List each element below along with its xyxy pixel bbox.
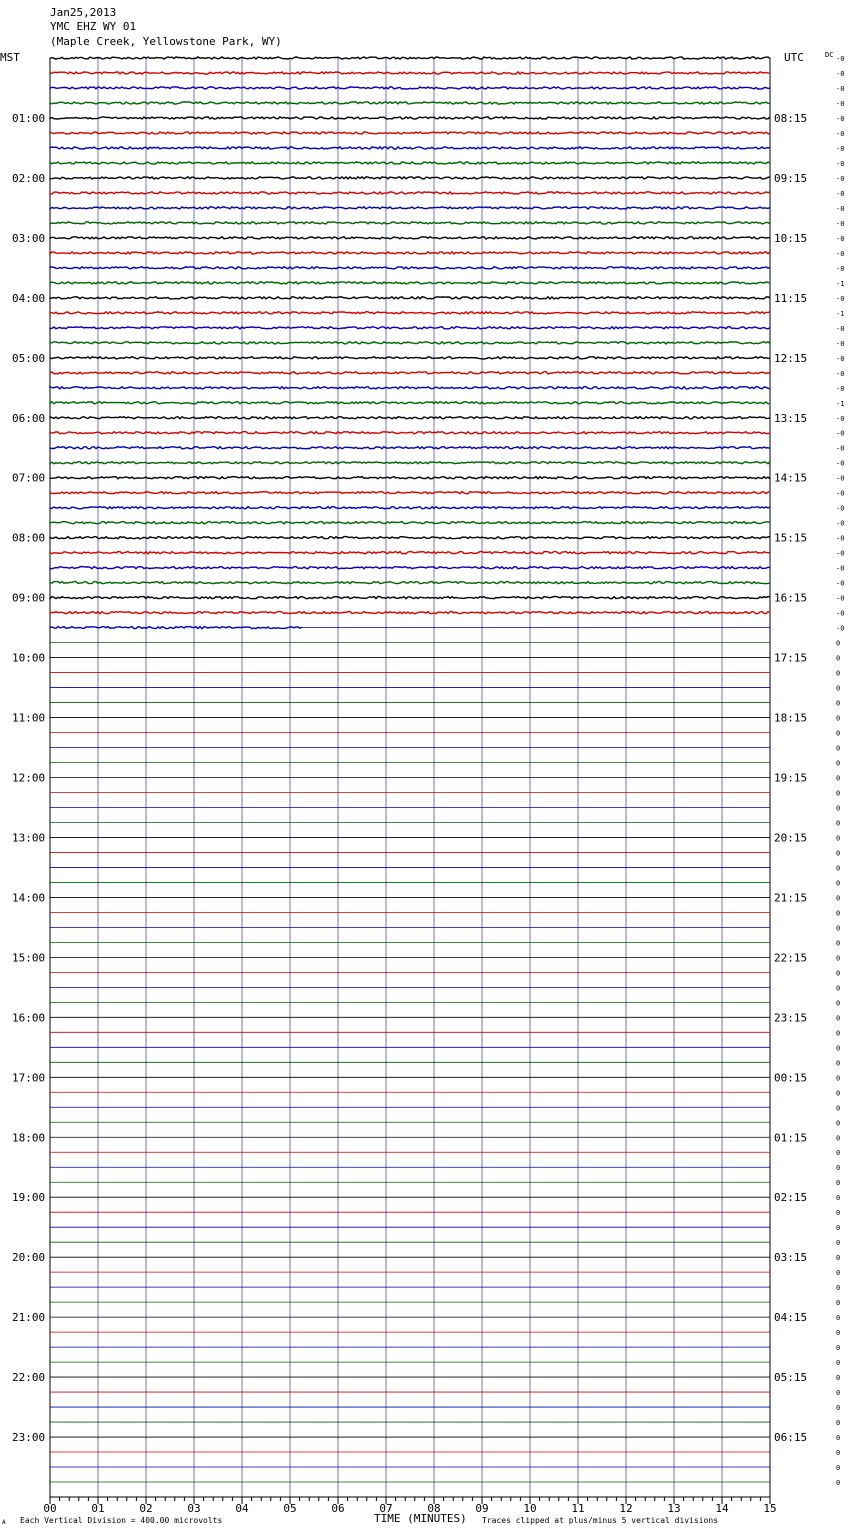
trace-row-32 [50, 537, 770, 539]
dc-offset-label: 0 [836, 939, 841, 948]
mst-hour-label: 14:00 [12, 891, 46, 905]
mst-hour-label: 18:00 [12, 1131, 46, 1145]
mst-hour-label: 02:00 [12, 171, 46, 185]
trace-row-33 [50, 552, 770, 554]
trace-row-14 [50, 267, 770, 269]
dc-offset-label: -0 [836, 609, 845, 618]
utc-hour-label: 02:15 [774, 1191, 808, 1205]
dc-offset-label: 0 [836, 1284, 841, 1293]
dc-offset-label: -0 [836, 249, 845, 258]
left-timezone-label: MST [0, 51, 20, 64]
utc-hour-label: 12:15 [774, 351, 808, 365]
mst-hour-label: 07:00 [12, 471, 46, 485]
dc-offset-label: 0 [836, 1164, 841, 1173]
dc-offset-label: -0 [836, 429, 845, 438]
utc-hour-label: 01:15 [774, 1131, 808, 1145]
trace-row-13 [50, 252, 770, 254]
utc-hour-label: 14:15 [774, 471, 808, 485]
trace-row-7 [50, 162, 770, 164]
mst-hour-label: 09:00 [12, 591, 46, 605]
utc-hour-label: 15:15 [774, 531, 808, 545]
dc-offset-label: 0 [836, 984, 841, 993]
dc-offset-label: 0 [836, 1104, 841, 1113]
utc-hour-label: 11:15 [774, 291, 808, 305]
trace-row-1 [50, 72, 770, 74]
x-tick-label: 04 [235, 1502, 249, 1515]
dc-offset-label: -0 [836, 189, 845, 198]
dc-offset-label: 0 [836, 669, 841, 678]
footer-vertical-division: Each Vertical Division = 400.00 microvolts [20, 1516, 223, 1525]
footer-clip-note: Traces clipped at plus/minus 5 vertical divisions [482, 1516, 719, 1525]
mst-hour-labels [12, 112, 45, 1444]
dc-offset-label: -0 [836, 219, 845, 228]
dc-offset-label: 0 [836, 714, 841, 723]
dc-offset-label: 0 [836, 1464, 841, 1473]
dc-offset-label: -0 [836, 324, 845, 333]
utc-hour-label: 21:15 [774, 891, 808, 905]
dc-offset-label: 0 [836, 1329, 841, 1338]
trace-row-37 [50, 612, 770, 614]
dc-offset-label: -0 [836, 519, 845, 528]
dc-offset-label: -0 [836, 579, 845, 588]
trace-row-8 [50, 177, 770, 179]
dc-offset-label: 0 [836, 1134, 841, 1143]
dc-offset-label: 0 [836, 879, 841, 888]
utc-hour-label: 20:15 [774, 831, 808, 845]
mst-hour-label: 11:00 [12, 711, 46, 725]
utc-hour-label: 17:15 [774, 651, 808, 665]
dc-offset-label: 0 [836, 1254, 841, 1263]
x-tick-label: 09 [475, 1502, 489, 1515]
dc-offset-label: 0 [836, 759, 841, 768]
trace-row-35 [50, 582, 770, 584]
dc-offset-label: -1 [836, 399, 845, 408]
x-tick-label: 13 [667, 1502, 681, 1515]
dc-offset-label: -0 [836, 159, 845, 168]
mst-hour-label: 20:00 [12, 1251, 46, 1265]
dc-offset-label: -0 [836, 534, 845, 543]
mst-hour-label: 19:00 [12, 1191, 46, 1205]
dc-offset-label: -0 [836, 354, 845, 363]
dc-offset-label: 0 [836, 729, 841, 738]
trace-row-17 [50, 312, 770, 314]
dc-offset-label: 0 [836, 1449, 841, 1458]
dc-offset-label: 0 [836, 924, 841, 933]
mst-hour-label: 01:00 [12, 111, 46, 125]
dc-offset-label: -0 [836, 234, 845, 243]
utc-hour-labels [774, 112, 807, 1444]
dc-offset-label: 0 [836, 1119, 841, 1128]
dc-offset-label: 0 [836, 654, 841, 663]
trace-row-31 [50, 522, 770, 524]
dc-offset-label: 0 [836, 1044, 841, 1053]
dc-offset-header: DC [825, 51, 834, 59]
dc-offset-label: -0 [836, 369, 845, 378]
dc-offset-label: 0 [836, 954, 841, 963]
dc-offset-label: 0 [836, 804, 841, 813]
dc-offset-label: -1 [836, 279, 845, 288]
header-station: YMC EHZ WY 01 [50, 20, 137, 33]
dc-offset-label: 0 [836, 1389, 841, 1398]
dc-offset-label: 0 [836, 894, 841, 903]
dc-offset-label: 0 [836, 819, 841, 828]
dc-offset-label: -0 [836, 174, 845, 183]
dc-offset-label: -0 [836, 564, 845, 573]
utc-hour-label: 08:15 [774, 111, 808, 125]
dc-offset-label: -0 [836, 459, 845, 468]
x-tick-label: 03 [187, 1502, 201, 1515]
trace-row-38 [50, 627, 302, 629]
x-axis-title: TIME (MINUTES) [374, 1512, 467, 1525]
x-tick-label: 06 [331, 1502, 345, 1515]
trace-row-34 [50, 567, 770, 569]
trace-row-16 [50, 297, 770, 299]
dc-offset-label: -0 [836, 549, 845, 558]
dc-offset-label: -0 [836, 144, 845, 153]
trace-row-25 [50, 432, 770, 434]
dc-offset-label: 0 [836, 999, 841, 1008]
mst-hour-label: 17:00 [12, 1071, 46, 1085]
dc-offset-label: -0 [836, 69, 845, 78]
trace-row-10 [50, 207, 770, 209]
trace-row-29 [50, 492, 770, 494]
utc-hour-label: 18:15 [774, 711, 808, 725]
trace-row-20 [50, 357, 770, 359]
mst-hour-label: 22:00 [12, 1371, 46, 1385]
trace-row-5 [50, 132, 770, 134]
dc-offset-label: -0 [836, 114, 845, 123]
dc-offset-label: -0 [836, 294, 845, 303]
trace-row-23 [50, 402, 770, 404]
seismic-traces [50, 57, 770, 1482]
utc-hour-label: 03:15 [774, 1251, 808, 1265]
x-tick-label: 14 [715, 1502, 729, 1515]
dc-offset-label: -1 [836, 309, 845, 318]
trace-row-15 [50, 282, 770, 284]
x-tick-label: 15 [763, 1502, 777, 1515]
utc-hour-label: 23:15 [774, 1011, 808, 1025]
dc-offset-label: -0 [836, 339, 845, 348]
dc-offset-label: 0 [836, 1059, 841, 1068]
header-date: Jan25,2013 [50, 6, 117, 19]
trace-row-9 [50, 192, 770, 194]
trace-row-0 [50, 57, 770, 59]
trace-row-3 [50, 102, 770, 104]
dc-offset-label: 0 [836, 744, 841, 753]
dc-offset-label: 0 [836, 1074, 841, 1083]
dc-offset-labels [836, 55, 844, 1487]
trace-row-18 [50, 327, 770, 329]
dc-offset-label: 0 [836, 1299, 841, 1308]
mst-hour-label: 16:00 [12, 1011, 46, 1025]
dc-offset-label: -0 [836, 414, 845, 423]
dc-offset-label: 0 [836, 1314, 841, 1323]
mst-hour-label: 15:00 [12, 951, 46, 965]
dc-offset-label: -0 [836, 444, 845, 453]
trace-row-24 [50, 417, 770, 419]
x-tick-label: 00 [43, 1502, 57, 1515]
dc-offset-label: 0 [836, 1194, 841, 1203]
utc-hour-label: 22:15 [774, 951, 808, 965]
trace-row-36 [50, 597, 770, 599]
header-location: (Maple Creek, Yellowstone Park, WY) [50, 35, 282, 48]
dc-offset-label: 0 [836, 909, 841, 918]
mst-hour-label: 05:00 [12, 351, 46, 365]
dc-offset-label: -0 [836, 99, 845, 108]
dc-offset-label: -0 [836, 474, 845, 483]
utc-hour-label: 13:15 [774, 411, 808, 425]
dc-offset-label: 0 [836, 1344, 841, 1353]
right-timezone-label: UTC [784, 51, 804, 64]
dc-offset-label: 0 [836, 1359, 841, 1368]
mst-hour-label: 10:00 [12, 651, 46, 665]
dc-offset-label: 0 [836, 1434, 841, 1443]
dc-offset-label: -0 [836, 204, 845, 213]
dc-offset-label: 0 [836, 849, 841, 858]
dc-offset-label: 0 [836, 1239, 841, 1248]
mst-hour-label: 06:00 [12, 411, 46, 425]
dc-offset-label: -0 [836, 384, 845, 393]
dc-offset-label: 0 [836, 1029, 841, 1038]
utc-hour-label: 10:15 [774, 231, 808, 245]
x-tick-label: 12 [619, 1502, 633, 1515]
x-tick-label: 01 [91, 1502, 105, 1515]
dc-offset-label: 0 [836, 699, 841, 708]
dc-offset-label: 0 [836, 864, 841, 873]
dc-offset-label: 0 [836, 1269, 841, 1278]
dc-offset-label: 0 [836, 1149, 841, 1158]
trace-row-4 [50, 117, 770, 119]
mst-hour-label: 04:00 [12, 291, 46, 305]
trace-row-28 [50, 477, 770, 479]
trace-row-30 [50, 507, 770, 509]
x-tick-label: 11 [571, 1502, 585, 1515]
utc-hour-label: 06:15 [774, 1431, 808, 1445]
dc-offset-label: 0 [836, 1209, 841, 1218]
utc-hour-label: 19:15 [774, 771, 808, 785]
trace-row-12 [50, 237, 770, 239]
trace-row-26 [50, 447, 770, 449]
utc-hour-label: 16:15 [774, 591, 808, 605]
trace-row-27 [50, 462, 770, 464]
dc-offset-label: 0 [836, 834, 841, 843]
utc-hour-label: 05:15 [774, 1371, 808, 1385]
trace-row-11 [50, 222, 770, 224]
dc-offset-label: 0 [836, 1014, 841, 1023]
dc-offset-label: 0 [836, 1089, 841, 1098]
mst-hour-label: 13:00 [12, 831, 46, 845]
dc-offset-label: 0 [836, 684, 841, 693]
dc-offset-label: 0 [836, 1419, 841, 1428]
trace-row-19 [50, 342, 770, 344]
dc-offset-label: -0 [836, 594, 845, 603]
header [50, 6, 282, 48]
trace-row-21 [50, 372, 770, 374]
trace-row-22 [50, 387, 770, 389]
dc-offset-label: 0 [836, 639, 841, 648]
dc-offset-label: -0 [836, 129, 845, 138]
dc-offset-label: -0 [836, 84, 845, 93]
trace-row-6 [50, 147, 770, 149]
dc-offset-label: 0 [836, 1374, 841, 1383]
mst-hour-label: 21:00 [12, 1311, 46, 1325]
dc-offset-label: 0 [836, 789, 841, 798]
x-tick-label: 10 [523, 1502, 537, 1515]
dc-offset-label: 0 [836, 1404, 841, 1413]
dc-offset-label: -0 [836, 489, 845, 498]
mst-hour-label: 23:00 [12, 1431, 46, 1445]
utc-hour-label: 04:15 [774, 1311, 808, 1325]
trace-row-2 [50, 87, 770, 89]
dc-offset-label: 0 [836, 1224, 841, 1233]
footer-mark: A [2, 1519, 6, 1526]
dc-offset-label: -0 [836, 55, 845, 63]
mst-hour-label: 12:00 [12, 771, 46, 785]
dc-offset-label: -0 [836, 264, 845, 273]
dc-offset-label: 0 [836, 1479, 841, 1488]
dc-offset-label: 0 [836, 774, 841, 783]
x-tick-label: 07 [379, 1502, 393, 1515]
mst-hour-label: 03:00 [12, 231, 46, 245]
dc-offset-label: 0 [836, 969, 841, 978]
x-tick-label: 08 [427, 1502, 441, 1515]
x-tick-label: 02 [139, 1502, 153, 1515]
utc-hour-label: 00:15 [774, 1071, 808, 1085]
dc-offset-label: 0 [836, 1179, 841, 1188]
mst-hour-label: 08:00 [12, 531, 46, 545]
dc-offset-label: -0 [836, 504, 845, 513]
utc-hour-label: 09:15 [774, 171, 808, 185]
dc-offset-label: -0 [836, 624, 845, 633]
x-tick-label: 05 [283, 1502, 297, 1515]
